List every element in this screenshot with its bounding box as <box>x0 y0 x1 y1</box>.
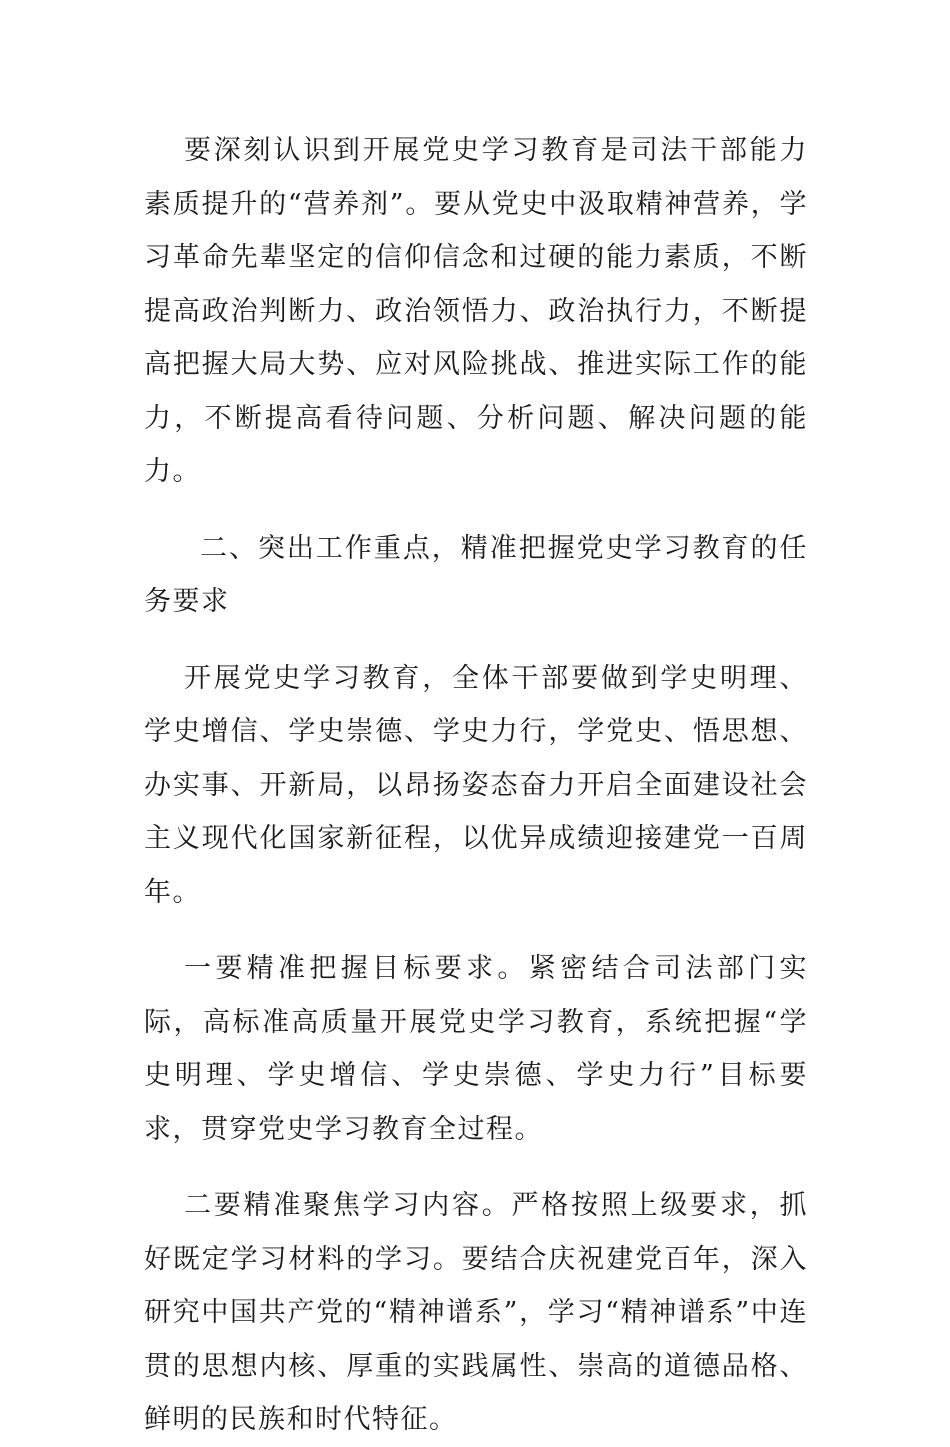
section-heading-2: 二、突出工作重点，精准把握党史学习教育的任务要求 <box>144 532 808 617</box>
paragraph-learning-content: 二要精准聚焦学习内容。严格按照上级要求，抓好既定学习材料的学习。要结合庆祝建党百年，深入研究中国共产党的“精神谱系”，学习“精神谱系”中连贯的思想内核、厚重的实践属性、崇高的道德品格、鲜明的民族和时代特征。 <box>144 1190 808 1435</box>
paragraph-goal-requirements: 一要精准把握目标要求。紧密结合司法部门实际，高标准高质量开展党史学习教育，系统把握“学史明理、学史增信、学史崇德、学史力行”目标要求，贯穿党史学习教育全过程。 <box>144 953 808 1145</box>
paragraph-overview: 开展党史学习教育，全体干部要做到学史明理、学史增信、学史崇德、学史力行，学党史、悟思想、办实事、开新局，以昂扬姿态奋力开启全面建设社会主义现代化国家新征程，以优异成绩迎接建党一百周年。 <box>144 662 808 908</box>
paragraph-capability: 要深刻认识到开展党史学习教育是司法干部能力素质提升的“营养剂”。要从党史中汲取精神营养，学习革命先辈坚定的信仰信念和过硬的能力素质，不断提高政治判断力、政治领悟力、政治执行力，不断提高把握大局大势、应对风险挑战、推进实际工作的能力，不断提高看待问题、分析问题、解决问题的能力。 <box>144 135 808 487</box>
document-body <box>144 124 808 1447</box>
